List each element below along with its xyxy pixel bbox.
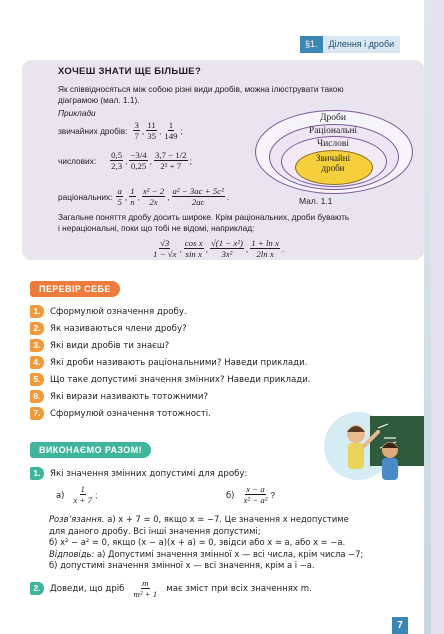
question-number: 1. — [30, 305, 44, 318]
answer-line: а) Допустимі значення змінної x — всі числа, крім числа −7; — [96, 548, 364, 559]
task-2 — [30, 578, 312, 599]
question-text: Як називаються члени дробу? — [50, 323, 187, 334]
numeric-fractions-row: числових: $\frac{0,5}{2,3}$ , $\frac{-3/4}{0,25}$ , $\frac{3,7 - 1/2}{\text{2² + 7}}$ ; — [58, 150, 192, 171]
fraction: $\frac{a}{5}$ — [117, 186, 122, 207]
know-more-title: ХОЧЕШ ЗНАТИ ЩЕ БІЛЬШЕ? — [58, 66, 202, 77]
intro-line-2: діаграмою (мал. 1.1). — [58, 95, 140, 105]
fraction: $\frac{3,7 - 1/2}{\text{2² + 7}}$ — [154, 150, 187, 171]
question-number: 7. — [30, 407, 44, 420]
examples-label: Приклади — [58, 108, 96, 118]
task-1a-label: а) — [56, 489, 65, 500]
fraction: $\frac{\text{√(1 − x²)}}{\text{3x²}}$ — [210, 238, 243, 259]
task-1 — [30, 467, 247, 480]
ordinary-label: звичайних дробів: — [58, 125, 128, 136]
intro-line-1: Як співвідносяться між собою різні види дробів, можна ілюструвати такою — [58, 84, 344, 94]
answer-label: Відповідь: — [49, 548, 95, 559]
question-text: Що таке допустимі значення змінних? Наведи приклади. — [50, 374, 311, 385]
question-text: Які вирази називають тотожними? — [50, 391, 209, 402]
together-title: ВИКОНАЄМО РАЗОМ! — [30, 442, 151, 458]
task-text: Які значення змінних допустимі для дробу: — [50, 468, 248, 479]
irrational-fractions-row: $\frac{√3}{1 - √x}$ , $\frac{\text{cos x}}{\text{sin x}}$ , $\frac{\text{√(1 − x²)}}{\text{3x²}}$ , $\frac{\text{1 + ln x}}{\text{2ln x}}$ . — [153, 238, 285, 259]
section-number: §1. — [300, 36, 323, 53]
solution-label: Розв’язання. — [49, 514, 105, 524]
fraction: $\frac{x - a}{\text{x² − a²}}$ — [243, 484, 268, 505]
fraction: $\frac{-3/4}{0,25}$ — [130, 150, 147, 171]
diagram-label-ordinary-line2: дроби — [321, 163, 345, 173]
task-2-text-before: Доведи, що дріб — [50, 583, 125, 594]
fraction: $\frac{\text{cos x}}{\text{sin x}}$ — [184, 238, 203, 259]
fraction: $\frac{11}{35}$ — [147, 120, 156, 141]
kids-chalkboard-illustration — [318, 410, 424, 480]
task-1b-label: б) — [226, 489, 235, 500]
task-number: 1. — [30, 467, 44, 480]
question-item — [30, 322, 187, 335]
answer-line: б) допустимі значення змінної x — всі значення, крім a і −a. — [49, 560, 315, 571]
question-number: 6. — [30, 390, 44, 403]
question-text: Які види дробів ти знаєш? — [50, 340, 170, 351]
section-title: Ділення і дроби — [323, 36, 401, 53]
solution-line: а) x + 7 = 0, якщо x = −7. Це значення x недопустиме — [107, 514, 349, 524]
question-item — [30, 373, 311, 386]
section-header — [300, 36, 400, 53]
page-edge-band-inner — [431, 0, 444, 634]
question-text: Які дроби називають раціональними? Наведи приклади. — [50, 357, 308, 368]
ordinary-fractions-row: звичайних дробів: $\frac{3}{7}$ , $\frac{11}{35}$ , $\frac{1}{149}$ ; — [58, 120, 183, 141]
question-number: 4. — [30, 356, 44, 369]
question-item — [30, 356, 307, 369]
fraction: $\frac{m}{\text{m² + 1}}$ — [133, 578, 158, 599]
task-2-text-after: має зміст при всіх значеннях m. — [166, 583, 312, 594]
question-text: Сформулюй означення дробу. — [50, 306, 187, 317]
diagram-label-fractions: Дроби — [320, 113, 346, 123]
general-line-1: Загальне поняття дробу досить широке. Крім раціональних, дроби бувають — [58, 212, 350, 222]
question-item — [30, 339, 169, 352]
diagram-label-ordinary — [295, 153, 371, 173]
solution-line: для даного дробу. Всі інші значення допустимі; — [49, 525, 261, 536]
solution-line: б) x² − a² = 0, якщо (x − a)(x + a) = 0, звідси або x = a, або x = −a. — [49, 537, 346, 548]
fraction: $\frac{\text{a² − 3ac + 5c²}}{2ac}$ — [172, 186, 224, 207]
diagram-label-ordinary-line1: Звичайні — [315, 153, 351, 163]
fraction: $\frac{1}{n}$ — [130, 186, 135, 207]
question-number: 5. — [30, 373, 44, 386]
general-line-2: і нераціональні, поки що тобі не відомі, наприклад: — [58, 223, 255, 233]
question-number: 3. — [30, 339, 44, 352]
page-number: 7 — [392, 617, 408, 634]
diagram-caption: Мал. 1.1 — [299, 196, 333, 206]
fraction: $\frac{\text{1 + ln x}}{\text{2ln x}}$ — [251, 238, 279, 259]
fraction: $\frac{1}{x + 7}$ — [73, 484, 93, 505]
diagram-label-numeric: Числові — [316, 139, 350, 149]
fraction: $\frac{3}{7}$ — [134, 120, 139, 141]
diagram-label-rational: Раціональні — [308, 126, 358, 136]
question-text: Сформулюй означення тотожності. — [50, 408, 211, 419]
fraction: $\frac{\text{x² − 2}}{2x}$ — [142, 186, 165, 207]
fraction: $\frac{√3}{1 - √x}$ — [153, 238, 177, 259]
task-1a: а) $\frac{1}{x + 7}$ ; — [56, 484, 98, 505]
question-number: 2. — [30, 322, 44, 335]
task-1b: б) $\frac{x - a}{\text{x² − a²}}$ ? — [226, 484, 275, 505]
check-yourself-title: ПЕРЕВІР СЕБЕ — [30, 281, 120, 297]
question-item — [30, 390, 208, 403]
solution-block — [49, 514, 421, 572]
fraction: $\frac{0,5}{2,3}$ — [111, 150, 123, 171]
question-item — [30, 407, 211, 420]
rational-label: раціональних: — [58, 191, 113, 202]
question-item — [30, 305, 187, 318]
rational-fractions-row: раціональних: $\frac{a}{5}$ , $\frac{1}{n}$ , $\frac{\text{x² − 2}}{2x}$ , $\frac{\text{a² − 3ac + 5c²}}{2ac}$ . — [58, 186, 230, 207]
fraction: $\frac{1}{149}$ — [164, 120, 178, 141]
task-number: 2. — [30, 582, 44, 595]
numeric-label: числових: — [58, 155, 97, 166]
